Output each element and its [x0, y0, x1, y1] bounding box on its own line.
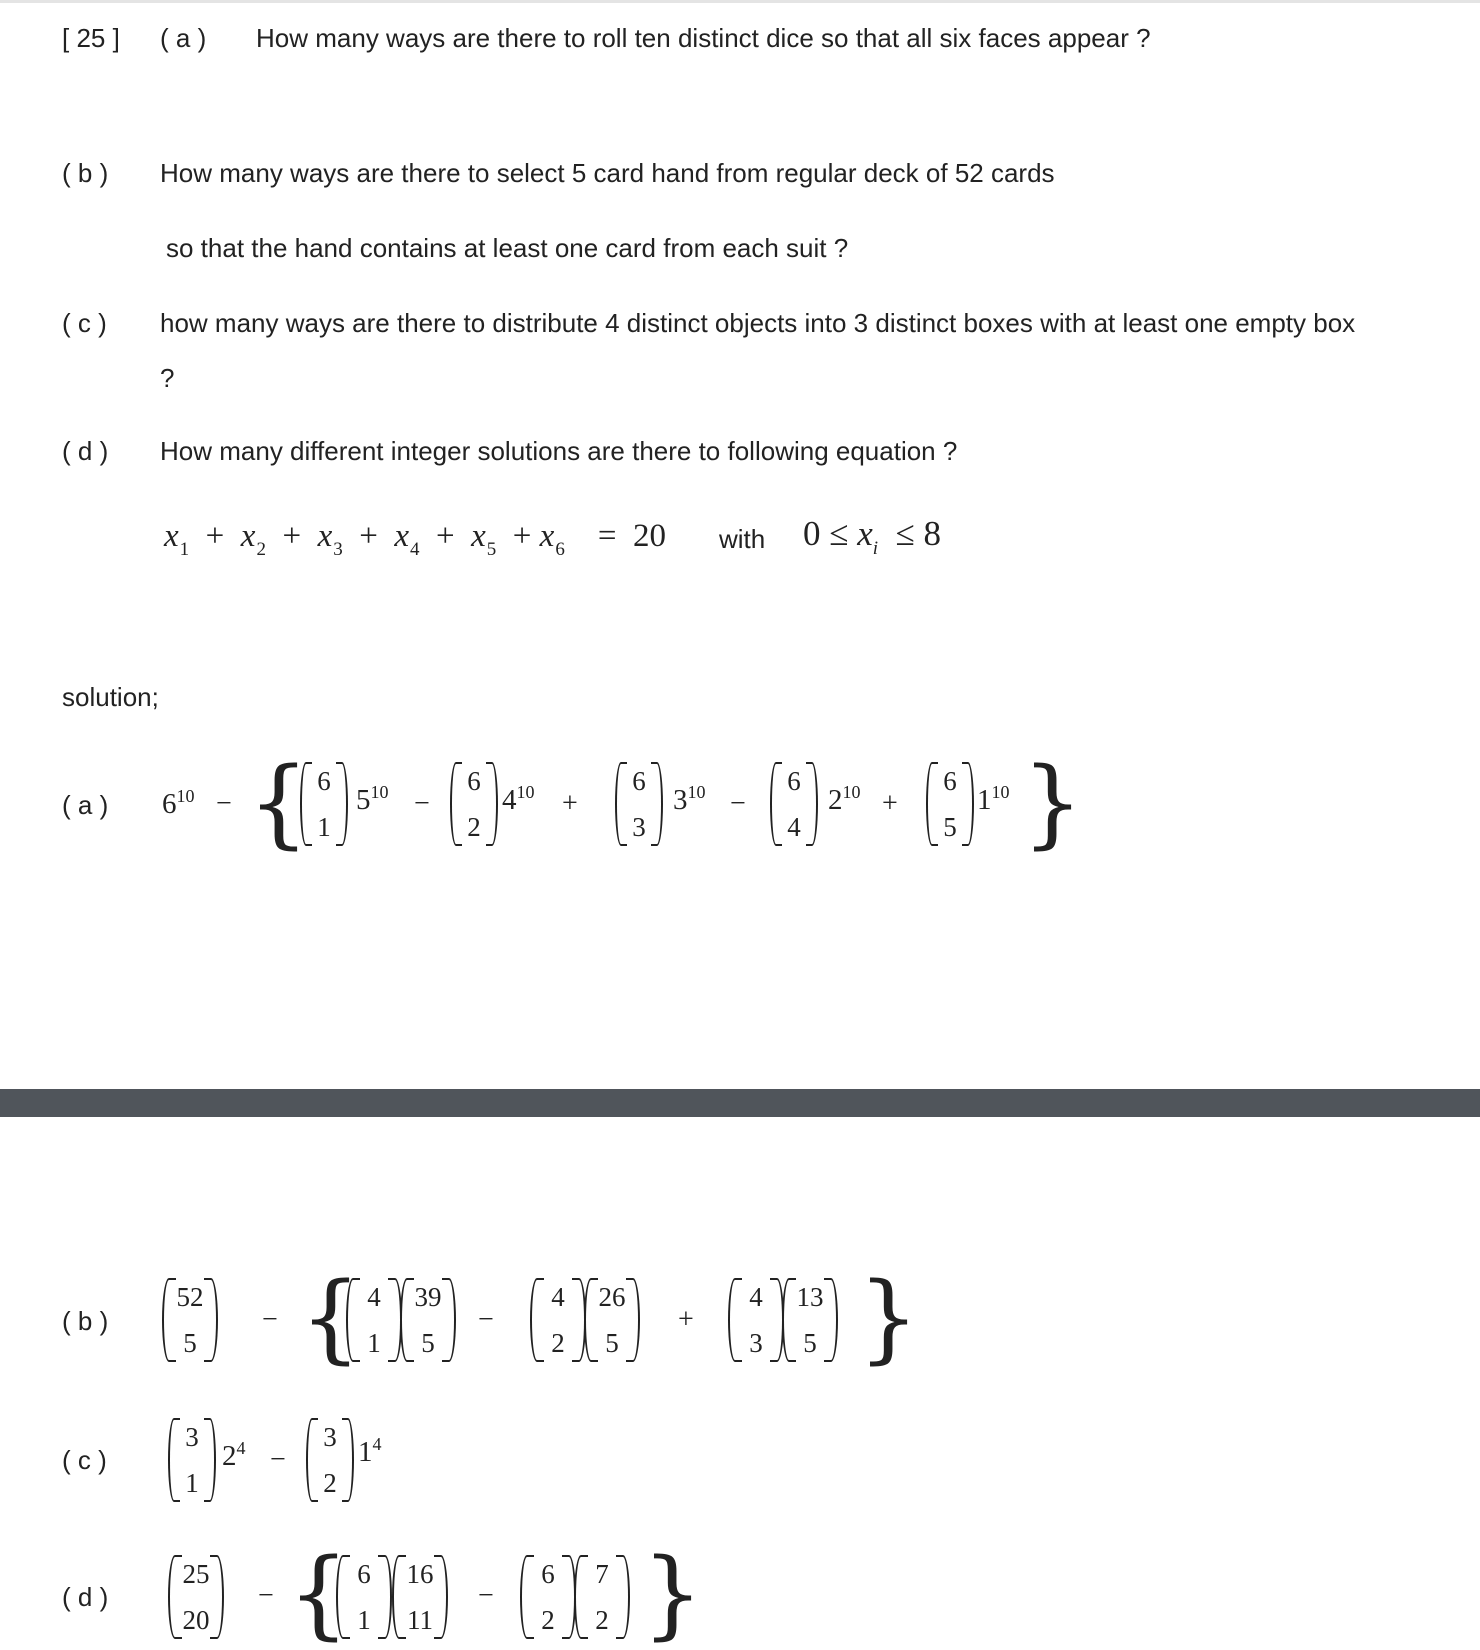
constraint: $0 \le x_i \le 8$ — [803, 514, 942, 559]
sol-a-op-5: + — [882, 788, 898, 819]
page-break-bar — [0, 1089, 1480, 1117]
part-a-label: ( a ) — [160, 23, 207, 53]
eq-x4: x — [394, 518, 409, 554]
sol-d-left-brace: { — [288, 1538, 350, 1650]
eq-x5: x — [471, 518, 486, 554]
sol-b-label: ( b ) — [62, 1306, 109, 1336]
sol-d-right-brace: } — [642, 1538, 704, 1650]
sol-a-power-2: $4^{10}$ — [502, 782, 535, 816]
sol-a-power-3: $3^{10}$ — [673, 782, 706, 816]
equation: $x_1 + x_2 + x_3 + x_4 + x_5 + x_6$ = 20 — [164, 518, 666, 560]
part-c-label: ( c ) — [62, 308, 107, 338]
sol-d-binom-total: 25 20 — [168, 1555, 224, 1641]
part-b-label: ( b ) — [62, 158, 109, 188]
sol-c-power-2: $1^4$ — [358, 1434, 382, 1468]
sol-d-binom-2b: 7 2 — [574, 1555, 630, 1641]
sol-d-op-1: − — [258, 1580, 274, 1611]
sol-c-label: ( c ) — [62, 1445, 107, 1475]
sol-a-op-3: + — [562, 788, 578, 819]
sol-c-op: − — [270, 1444, 286, 1475]
part-b-question-line2: so that the hand contains at least one card from each suit ? — [166, 233, 849, 263]
sol-a-binom-2: 6 2 — [450, 762, 498, 848]
sol-a-left-brace: { — [248, 747, 310, 859]
eq-x2: x — [240, 518, 256, 554]
part-c-question-line1: how many ways are there to distribute 4 distinct objects into 3 distinct boxes with at least one empty box — [160, 308, 1356, 338]
sol-c-binom-1: 3 1 — [168, 1418, 216, 1504]
sol-b-right-brace: } — [858, 1262, 920, 1374]
sol-a-power-4: $2^{10}$ — [828, 782, 861, 816]
part-d-question: How many different integer solutions are there to following equation ? — [160, 436, 958, 466]
sol-a-op-4: − — [730, 788, 746, 819]
part-b-question-line1: How many ways are there to select 5 card hand from regular deck of 52 cards — [160, 158, 1055, 188]
sol-a-op-2: − — [414, 788, 430, 819]
part-c-question-line2: ? — [160, 363, 175, 393]
sol-a-lead-power: $6^{10}$ — [162, 786, 195, 820]
sol-b-binom-1b: 39 5 — [400, 1278, 456, 1364]
sol-a-power-1: $5^{10}$ — [356, 782, 389, 816]
part-d-label: ( d ) — [62, 436, 109, 466]
part-a-question: How many ways are there to roll ten distinct dice so that all six faces appear ? — [256, 23, 1151, 53]
eq-x6: x — [539, 518, 555, 554]
sol-a-right-brace: } — [1022, 747, 1084, 859]
eq-x3: x — [317, 518, 333, 554]
solution-heading: solution; — [62, 682, 159, 712]
sol-b-binom-3a: 4 3 — [728, 1278, 784, 1364]
sol-d-binom-2a: 6 2 — [520, 1555, 576, 1641]
eq-equals: = — [597, 518, 617, 554]
sol-a-power-5: $1^{10}$ — [977, 782, 1010, 816]
problem-points: [ 25 ] — [62, 23, 120, 53]
sol-b-left-brace: { — [300, 1262, 362, 1374]
sol-a-binom-3: 6 3 — [615, 762, 663, 848]
sol-b-binom-2a: 4 2 — [530, 1278, 586, 1364]
sol-d-label: ( d ) — [62, 1582, 109, 1612]
eq-x1: x — [164, 518, 179, 554]
sol-a-binom-5: 6 5 — [926, 762, 974, 848]
sol-b-binom-1a: 4 1 — [346, 1278, 402, 1364]
sol-c-binom-2: 3 2 — [306, 1418, 354, 1504]
sol-b-binom-3b: 13 5 — [782, 1278, 838, 1364]
sol-c-power-1: $2^4$ — [222, 1438, 246, 1472]
eq-rhs: 20 — [632, 518, 666, 554]
sol-b-binom-2b: 26 5 — [584, 1278, 640, 1364]
sol-a-binom-4: 6 4 — [770, 762, 818, 848]
sol-d-op-2: − — [478, 1580, 494, 1611]
sol-a-label: ( a ) — [62, 790, 109, 820]
eq-with: with — [719, 524, 766, 554]
sol-a-binom-1: 6 1 — [300, 762, 348, 848]
sol-b-op-3: + — [678, 1304, 694, 1335]
top-border — [0, 0, 1480, 3]
sol-b-op-2: − — [478, 1304, 494, 1335]
sol-d-binom-1a: 6 1 — [336, 1555, 392, 1641]
sol-b-binom-total: 52 5 — [162, 1278, 218, 1364]
sol-d-binom-1b: 16 11 — [392, 1555, 448, 1641]
sol-a-op-1: − — [216, 788, 232, 819]
sol-b-op-1: − — [262, 1304, 278, 1335]
